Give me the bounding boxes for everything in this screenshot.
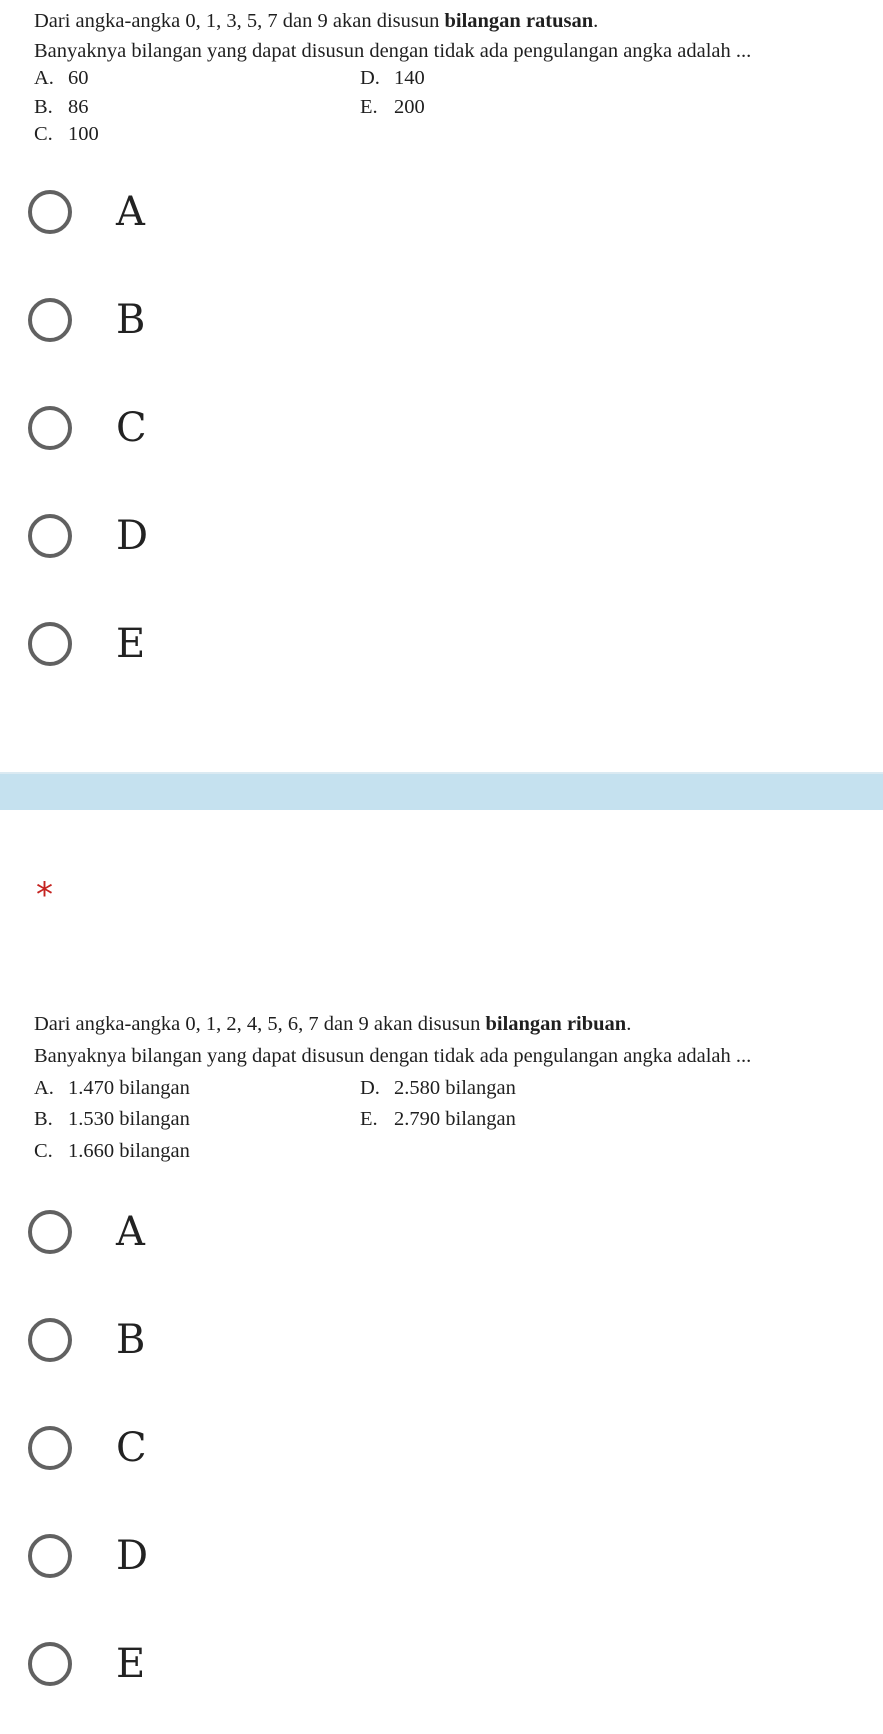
q1-option-d: D. 140 [360, 67, 425, 89]
q2-option-d: D. 2.580 bilangan [360, 1077, 516, 1099]
q2-option-e: E. 2.790 bilangan [360, 1108, 516, 1130]
q2-choice-a[interactable] [28, 1202, 428, 1262]
q1-choice-c[interactable] [28, 398, 428, 458]
radio-circle-icon[interactable] [28, 298, 72, 342]
question-2-image [0, 1005, 883, 1170]
q2-choice-a-label: A [116, 1209, 145, 1255]
q2-option-a: A. 1.470 bilangan [34, 1077, 190, 1099]
q1-choice-b-label: B [116, 297, 146, 343]
q1-option-a: A. 60 [34, 67, 89, 89]
question-1-line-1: Dari angka-angka 0, 1, 3, 5, 7 dan 9 akan disusun bilangan ratusan. [34, 10, 599, 32]
radio-circle-icon[interactable] [28, 622, 72, 666]
question-2-line-1: Dari angka-angka 0, 1, 2, 4, 5, 6, 7 dan 9 akan disusun bilangan ribuan. [34, 1013, 632, 1035]
q2-choice-c[interactable] [28, 1418, 428, 1478]
q2-choice-b-label: B [116, 1317, 146, 1363]
q1-option-c: C. 100 [34, 123, 99, 145]
q1-choice-d[interactable] [28, 506, 428, 566]
q1-option-e: E. 200 [360, 96, 425, 118]
q1-option-b: B. 86 [34, 96, 89, 118]
q1-choice-a-label: A [116, 189, 145, 235]
radio-circle-icon[interactable] [28, 1534, 72, 1578]
required-asterisk: * [36, 875, 53, 915]
q2-option-b: B. 1.530 bilangan [34, 1108, 190, 1130]
q2-choice-c-label: C [116, 1425, 147, 1471]
radio-circle-icon[interactable] [28, 1426, 72, 1470]
question-1-image [0, 0, 883, 150]
q1-choice-e-label: E [116, 621, 146, 667]
radio-circle-icon[interactable] [28, 1642, 72, 1686]
section-divider [0, 772, 883, 810]
q2-choice-b[interactable] [28, 1310, 428, 1370]
q2-option-c: C. 1.660 bilangan [34, 1140, 190, 1162]
radio-circle-icon[interactable] [28, 1210, 72, 1254]
question-1-line-2: Banyaknya bilangan yang dapat disusun dengan tidak ada pengulangan angka adalah ... [34, 40, 752, 62]
q2-choice-e-label: E [116, 1641, 146, 1687]
q1-choice-d-label: D [116, 513, 149, 559]
question-2-line-2: Banyaknya bilangan yang dapat disusun dengan tidak ada pengulangan angka adalah ... [34, 1045, 752, 1067]
radio-circle-icon[interactable] [28, 406, 72, 450]
q2-choice-d[interactable] [28, 1526, 428, 1586]
radio-circle-icon[interactable] [28, 190, 72, 234]
q1-choice-b[interactable] [28, 290, 428, 350]
q2-choice-d-label: D [116, 1533, 149, 1579]
q2-choice-e[interactable] [28, 1634, 428, 1694]
radio-circle-icon[interactable] [28, 514, 72, 558]
q1-choice-e[interactable] [28, 614, 428, 674]
q1-choice-c-label: C [116, 405, 147, 451]
q1-choice-a[interactable] [28, 182, 428, 242]
radio-circle-icon[interactable] [28, 1318, 72, 1362]
